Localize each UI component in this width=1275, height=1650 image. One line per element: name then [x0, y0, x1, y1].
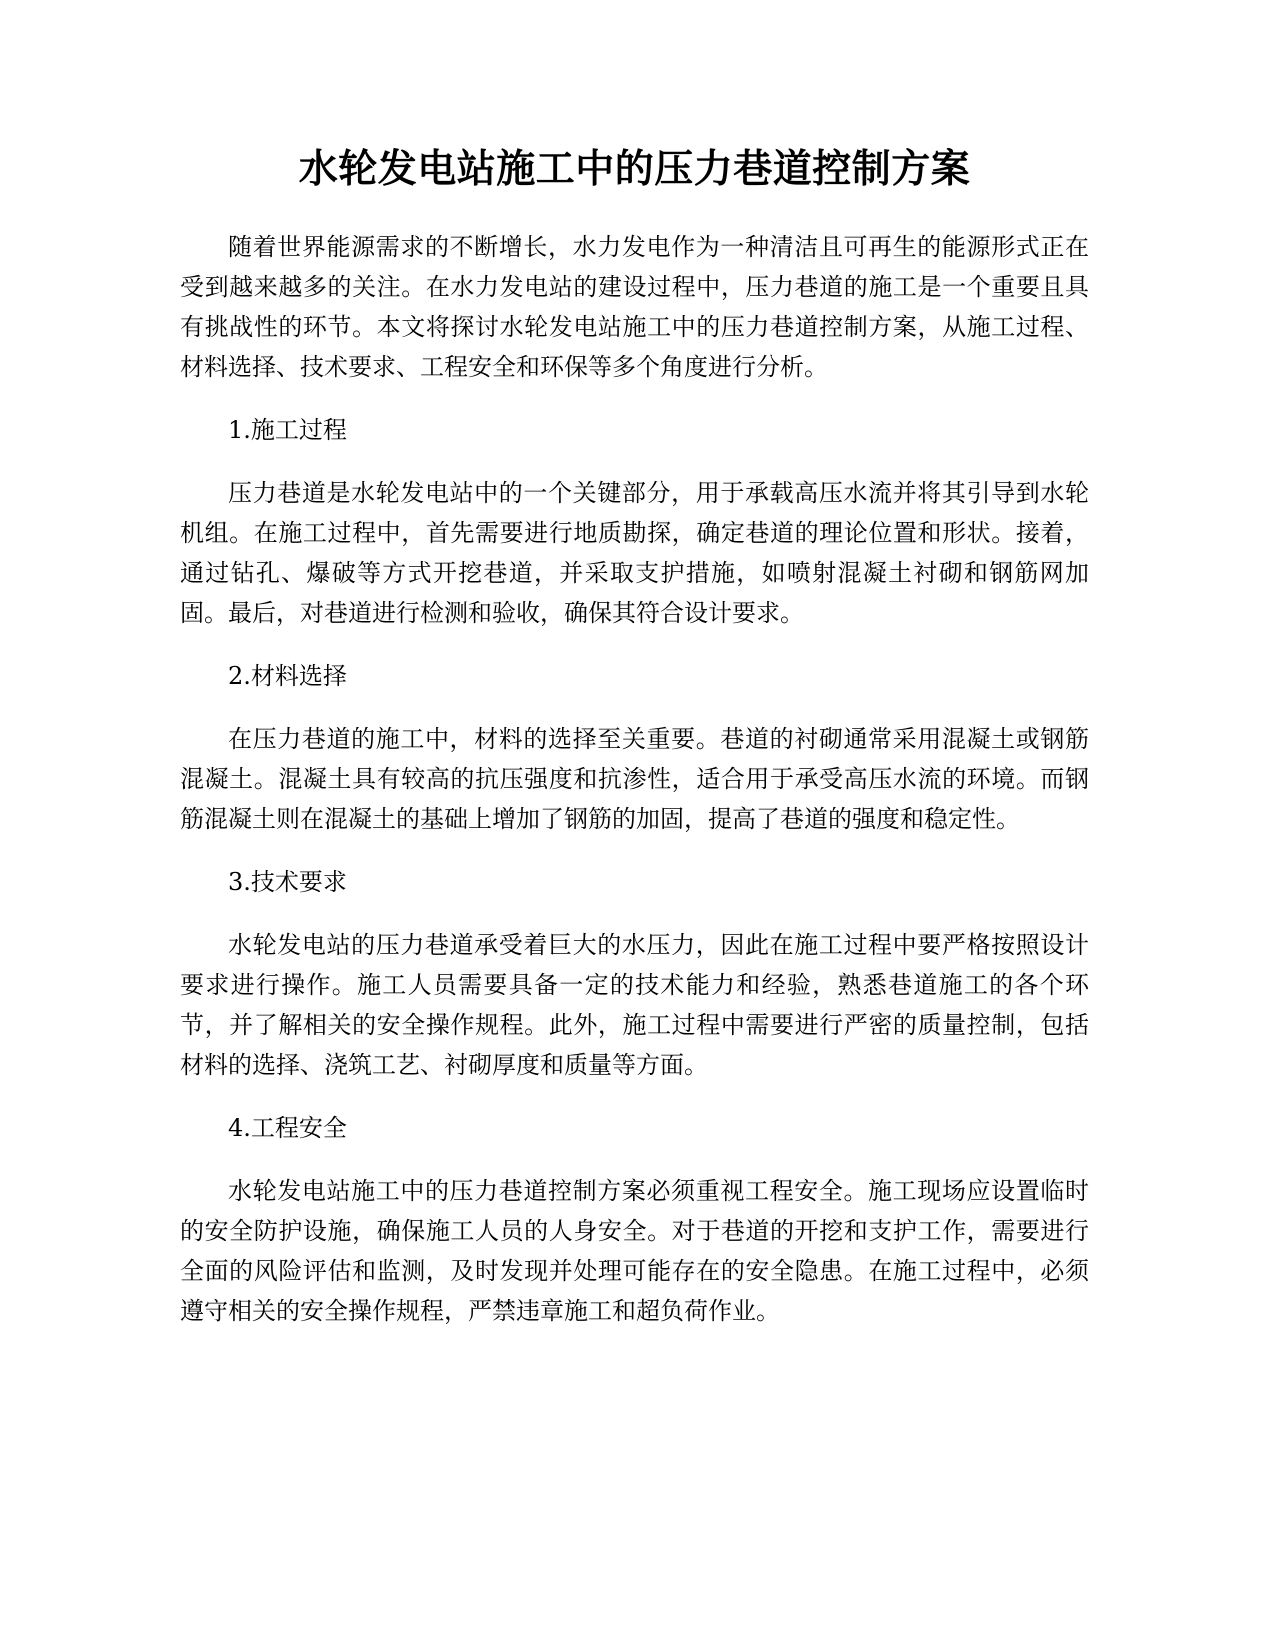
section-body-engineering-safety: 水轮发电站施工中的压力巷道控制方案必须重视工程安全。施工现场应设置临时的安全防护设施，确保施工人员的人身安全。对于巷道的开挖和支护工作，需要进行全面的风险评估和监测，及时发现并处理可能存在的安全隐患。在施工过程中，必须遵守相关的安全操作规程，严禁违章施工和超负荷作业。 — [180, 1177, 1089, 1325]
section-body-technical-requirements: 水轮发电站的压力巷道承受着巨大的水压力，因此在施工过程中要严格按照设计要求进行操作。施工人员需要具备一定的技术能力和经验，熟悉巷道施工的各个环节，并了解相关的安全操作规程。此外，施工过程中需要进行严密的质量控制，包括材料的选择、浇筑工艺、衬砌厚度和质量等方面。 — [180, 931, 1089, 1079]
section-body-material-selection: 在压力巷道的施工中，材料的选择至关重要。巷道的衬砌通常采用混凝土或钢筋混凝土。混凝土具有较高的抗压强度和抗渗性，适合用于承受高压水流的环境。而钢筋混凝土则在混凝土的基础上增加了钢筋的加固，提高了巷道的强度和稳定性。 — [180, 725, 1089, 833]
intro-paragraph: 随着世界能源需求的不断增长，水力发电作为一种清洁且可再生的能源形式正在受到越来越多的关注。在水力发电站的建设过程中，压力巷道的施工是一个重要且具有挑战性的环节。本文将探讨水轮发电站施工中的压力巷道控制方案，从施工过程、材料选择、技术要求、工程安全和环保等多个角度进行分析。 — [180, 233, 1089, 381]
section-heading-material-selection: 2.材料选择 — [228, 662, 347, 690]
section-heading-engineering-safety: 4.工程安全 — [228, 1114, 347, 1142]
section-heading-technical-requirements: 3.技术要求 — [228, 868, 347, 896]
document-page — [180, 142, 1089, 1354]
section-body-construction-process: 压力巷道是水轮发电站中的一个关键部分，用于承载高压水流并将其引导到水轮机组。在施工过程中，首先需要进行地质勘探，确定巷道的理论位置和形状。接着，通过钻孔、爆破等方式开挖巷道，并采取支护措施，如喷射混凝土衬砌和钢筋网加固。最后，对巷道进行检测和验收，确保其符合设计要求。 — [180, 479, 1089, 627]
document-title: 水轮发电站施工中的压力巷道控制方案 — [298, 147, 971, 192]
section-heading-construction-process: 1.施工过程 — [228, 416, 347, 444]
